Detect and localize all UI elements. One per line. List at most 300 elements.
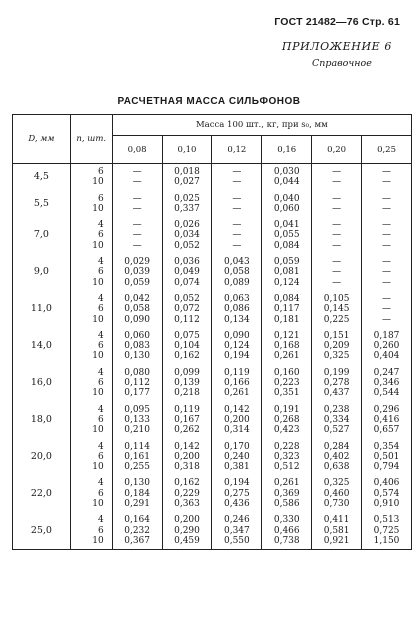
mass-value: 0,290 xyxy=(174,525,200,536)
mass-value: — xyxy=(332,203,342,214)
header-mass-group: Масса 100 шт., кг, при s₀, мм xyxy=(112,115,411,136)
diameter-value: 5,5 xyxy=(33,197,49,209)
count-value: 6 xyxy=(97,488,104,499)
count-value: 4 xyxy=(97,515,104,526)
mass-cell xyxy=(362,402,412,439)
mass-value: 0,314 xyxy=(223,425,250,436)
mass-cell xyxy=(162,475,212,512)
mass-value: 0,794 xyxy=(373,462,400,473)
mass-value: 0,406 xyxy=(373,478,400,489)
mass-value: 0,194 xyxy=(223,351,250,362)
header-thickness: 0,08 xyxy=(112,136,162,164)
header-thickness: 0,12 xyxy=(212,136,262,164)
table-title: РАСЧЕТНАЯ МАССА СИЛЬФОНОВ xyxy=(117,96,301,107)
table-row xyxy=(13,439,412,476)
mass-value: 0,369 xyxy=(273,488,300,499)
count-value: 4 xyxy=(97,330,104,341)
mass-value: 0,058 xyxy=(223,267,250,278)
mass-value: 0,416 xyxy=(373,414,400,425)
count-value: 6 xyxy=(97,341,104,352)
mass-value: 0,124 xyxy=(273,277,300,288)
mass-value: — xyxy=(232,177,242,188)
appendix-reference: Справочное xyxy=(312,58,372,69)
mass-value: — xyxy=(382,220,392,231)
mass-cell xyxy=(312,402,362,439)
mass-value: 0,059 xyxy=(273,257,300,268)
mass-cell xyxy=(312,475,362,512)
header-count: n, шт. xyxy=(70,115,112,164)
mass-cell xyxy=(362,164,412,191)
mass-cell xyxy=(262,512,312,549)
mass-value: 0,034 xyxy=(174,230,200,241)
count-cell xyxy=(70,328,112,365)
mass-value: 0,268 xyxy=(273,414,300,425)
mass-value: 0,043 xyxy=(223,257,250,268)
mass-value: — xyxy=(132,167,142,177)
count-value: 4 xyxy=(97,220,104,231)
table-row xyxy=(13,402,412,439)
mass-value: 0,402 xyxy=(323,451,350,462)
table-row xyxy=(13,328,412,365)
mass-value: 0,240 xyxy=(223,451,250,462)
mass-value: 0,181 xyxy=(273,314,300,325)
mass-cell xyxy=(112,328,162,365)
mass-value: 0,325 xyxy=(323,478,350,489)
mass-table xyxy=(12,114,412,550)
mass-value: 0,139 xyxy=(174,378,200,389)
mass-cell xyxy=(262,365,312,402)
mass-value: 0,229 xyxy=(174,488,200,499)
mass-cell xyxy=(362,475,412,512)
mass-value: 0,177 xyxy=(124,388,150,399)
mass-value: 0,191 xyxy=(273,404,300,415)
mass-value: — xyxy=(332,277,342,288)
diameter-value: 7,0 xyxy=(33,229,49,241)
mass-value: 0,730 xyxy=(323,499,350,510)
mass-cell xyxy=(162,328,212,365)
mass-value: 1,150 xyxy=(373,535,400,546)
count-cell xyxy=(70,512,112,549)
mass-cell xyxy=(162,191,212,218)
mass-value: 0,330 xyxy=(273,515,300,526)
mass-value: 0,347 xyxy=(223,525,250,536)
diameter-cell xyxy=(13,217,71,254)
mass-cell xyxy=(112,475,162,512)
mass-cell xyxy=(312,291,362,328)
mass-cell xyxy=(162,164,212,191)
mass-value: 0,200 xyxy=(223,414,250,425)
mass-value: 0,166 xyxy=(223,378,250,389)
count-cell xyxy=(70,191,112,218)
mass-value: 0,030 xyxy=(273,167,300,177)
mass-cell xyxy=(362,217,412,254)
mass-cell xyxy=(162,217,212,254)
mass-cell xyxy=(262,402,312,439)
diameter-cell xyxy=(13,328,71,365)
mass-value: 0,083 xyxy=(124,341,150,352)
mass-cell xyxy=(112,254,162,291)
mass-value: 0,247 xyxy=(373,367,400,378)
mass-cell xyxy=(362,191,412,218)
mass-cell xyxy=(362,254,412,291)
count-value: 10 xyxy=(92,314,104,325)
mass-value: 0,725 xyxy=(373,525,400,536)
mass-value: 0,296 xyxy=(373,404,400,415)
appendix-title: ПРИЛОЖЕНИЕ 6 xyxy=(281,40,392,53)
mass-value: — xyxy=(382,177,392,188)
mass-value: 0,170 xyxy=(223,441,250,452)
mass-value: 0,112 xyxy=(174,314,200,325)
diameter-value: 20,0 xyxy=(30,450,52,462)
mass-value: 0,164 xyxy=(124,515,150,526)
mass-cell xyxy=(112,402,162,439)
table-row xyxy=(13,254,412,291)
mass-cell xyxy=(362,291,412,328)
mass-value: 0,423 xyxy=(273,425,300,436)
mass-value: 0,161 xyxy=(124,451,150,462)
mass-cell xyxy=(262,191,312,218)
mass-value: 0,121 xyxy=(273,330,300,341)
mass-value: — xyxy=(232,240,242,251)
count-cell xyxy=(70,475,112,512)
mass-value: 0,261 xyxy=(273,351,300,362)
mass-value: 0,084 xyxy=(273,240,300,251)
mass-value: 0,351 xyxy=(273,388,300,399)
mass-value: 0,162 xyxy=(174,351,200,362)
mass-cell xyxy=(212,164,262,191)
mass-value: 0,318 xyxy=(174,462,200,473)
count-value: 10 xyxy=(92,388,104,399)
mass-value: 0,367 xyxy=(124,535,150,546)
diameter-value: 25,0 xyxy=(30,524,52,536)
mass-cell xyxy=(212,191,262,218)
mass-value: 0,586 xyxy=(273,499,300,510)
mass-value: 0,436 xyxy=(223,499,250,510)
mass-value: 0,325 xyxy=(323,351,350,362)
mass-value: — xyxy=(382,277,392,288)
mass-value: 0,200 xyxy=(174,451,200,462)
mass-value: 0,275 xyxy=(223,488,250,499)
mass-value: 0,228 xyxy=(273,441,300,452)
count-value: 6 xyxy=(97,378,104,389)
table-row xyxy=(13,365,412,402)
count-value: 10 xyxy=(92,535,104,546)
mass-value: 0,168 xyxy=(273,341,300,352)
mass-value: — xyxy=(232,220,242,231)
mass-value: — xyxy=(132,177,142,188)
mass-value: 0,080 xyxy=(124,367,150,378)
mass-value: 0,041 xyxy=(273,220,300,231)
mass-value: 0,223 xyxy=(273,378,300,389)
mass-value: 0,411 xyxy=(323,515,350,526)
diameter-value: 22,0 xyxy=(30,487,52,499)
mass-value: — xyxy=(132,240,142,251)
mass-value: — xyxy=(332,193,342,204)
diameter-cell xyxy=(13,254,71,291)
count-value: 6 xyxy=(97,304,104,315)
table-row xyxy=(13,475,412,512)
count-cell xyxy=(70,365,112,402)
mass-value: 0,052 xyxy=(174,240,200,251)
mass-value: 0,581 xyxy=(323,525,350,536)
mass-value: — xyxy=(382,257,392,268)
mass-value: 0,160 xyxy=(273,367,300,378)
count-value: 6 xyxy=(97,414,104,425)
mass-value: 0,133 xyxy=(124,414,150,425)
count-value: 6 xyxy=(97,267,104,278)
mass-value: 0,466 xyxy=(273,525,300,536)
mass-value: 0,072 xyxy=(174,304,200,315)
header-thickness: 0,16 xyxy=(262,136,312,164)
mass-value: 0,363 xyxy=(174,499,200,510)
mass-value: 0,119 xyxy=(174,404,200,415)
mass-value: 0,278 xyxy=(323,378,350,389)
mass-value: — xyxy=(382,267,392,278)
mass-cell xyxy=(262,164,312,191)
mass-value: — xyxy=(232,230,242,241)
mass-value: 0,040 xyxy=(273,193,300,204)
mass-value: — xyxy=(232,203,242,214)
mass-value: 0,130 xyxy=(124,478,150,489)
count-cell xyxy=(70,439,112,476)
mass-value: 0,200 xyxy=(174,515,200,526)
mass-value: — xyxy=(382,304,392,315)
mass-cell xyxy=(312,164,362,191)
mass-value: 0,527 xyxy=(323,425,350,436)
count-cell xyxy=(70,254,112,291)
mass-value: 0,099 xyxy=(174,367,200,378)
diameter-cell xyxy=(13,439,71,476)
count-value: 4 xyxy=(97,257,104,268)
mass-value: 0,232 xyxy=(124,525,150,536)
mass-cell xyxy=(212,291,262,328)
mass-value: 0,142 xyxy=(223,404,250,415)
mass-value: 0,184 xyxy=(124,488,150,499)
table-row xyxy=(13,191,412,218)
table-body xyxy=(13,164,412,550)
mass-value: 0,194 xyxy=(223,478,250,489)
diameter-value: 18,0 xyxy=(30,413,52,425)
mass-cell xyxy=(312,439,362,476)
diameter-value: 4,5 xyxy=(33,171,49,183)
diameter-cell xyxy=(13,191,71,218)
mass-value: 0,657 xyxy=(373,425,400,436)
mass-cell xyxy=(312,254,362,291)
mass-value: 0,738 xyxy=(273,535,300,546)
mass-cell xyxy=(162,512,212,549)
mass-value: 0,027 xyxy=(174,177,200,188)
mass-cell xyxy=(312,512,362,549)
mass-cell xyxy=(162,365,212,402)
mass-value: 0,323 xyxy=(273,451,300,462)
table-row xyxy=(13,512,412,549)
mass-value: — xyxy=(382,314,392,325)
mass-value: 0,513 xyxy=(373,515,400,526)
mass-value: 0,058 xyxy=(124,304,150,315)
count-cell xyxy=(70,217,112,254)
mass-value: 0,246 xyxy=(223,515,250,526)
mass-cell xyxy=(262,439,312,476)
table-row xyxy=(13,164,412,191)
count-value: 6 xyxy=(97,451,104,462)
mass-cell xyxy=(162,402,212,439)
mass-value: 0,337 xyxy=(174,203,200,214)
mass-value: 0,145 xyxy=(323,304,350,315)
mass-value: 0,114 xyxy=(124,441,150,452)
count-value: 4 xyxy=(97,293,104,304)
mass-value: 0,544 xyxy=(373,388,400,399)
mass-value: 0,459 xyxy=(174,535,200,546)
count-cell xyxy=(70,402,112,439)
table-row xyxy=(13,291,412,328)
table-row xyxy=(13,217,412,254)
mass-value: 0,574 xyxy=(373,488,400,499)
mass-value: 0,036 xyxy=(174,257,200,268)
mass-value: 0,063 xyxy=(223,293,250,304)
count-value: 10 xyxy=(92,240,104,251)
mass-cell xyxy=(312,365,362,402)
count-value: 6 xyxy=(97,167,104,177)
mass-cell xyxy=(212,217,262,254)
mass-value: 0,075 xyxy=(174,330,200,341)
mass-cell xyxy=(262,254,312,291)
mass-value: 0,262 xyxy=(174,425,200,436)
mass-cell xyxy=(362,512,412,549)
diameter-cell xyxy=(13,291,71,328)
mass-value: — xyxy=(382,240,392,251)
mass-value: — xyxy=(382,203,392,214)
count-cell xyxy=(70,291,112,328)
mass-value: 0,112 xyxy=(124,378,150,389)
mass-value: — xyxy=(232,167,242,177)
mass-cell xyxy=(262,328,312,365)
mass-value: 0,119 xyxy=(223,367,250,378)
count-value: 4 xyxy=(97,404,104,415)
mass-value: 0,104 xyxy=(174,341,200,352)
mass-value: — xyxy=(332,167,342,177)
count-value: 10 xyxy=(92,203,104,214)
mass-value: 0,117 xyxy=(273,304,300,315)
mass-value: 0,029 xyxy=(124,257,150,268)
mass-value: 0,218 xyxy=(174,388,200,399)
mass-cell xyxy=(212,254,262,291)
mass-value: 0,209 xyxy=(323,341,350,352)
mass-value: — xyxy=(332,220,342,231)
diameter-cell xyxy=(13,475,71,512)
mass-value: 0,060 xyxy=(124,330,150,341)
mass-value: 0,334 xyxy=(323,414,350,425)
mass-cell xyxy=(162,291,212,328)
mass-cell xyxy=(212,475,262,512)
mass-value: 0,039 xyxy=(124,267,150,278)
count-value: 6 xyxy=(97,525,104,536)
mass-cell xyxy=(212,402,262,439)
mass-value: 0,291 xyxy=(124,499,150,510)
mass-value: 0,167 xyxy=(174,414,200,425)
diameter-cell xyxy=(13,512,71,549)
mass-value: 0,404 xyxy=(373,351,400,362)
mass-value: 0,025 xyxy=(174,193,200,204)
mass-value: 0,044 xyxy=(273,177,300,188)
mass-cell xyxy=(112,191,162,218)
diameter-value: 9,0 xyxy=(33,266,49,278)
mass-value: 0,042 xyxy=(124,293,150,304)
mass-value: 0,501 xyxy=(373,451,400,462)
mass-value: 0,095 xyxy=(124,404,150,415)
mass-value: 0,550 xyxy=(223,535,250,546)
mass-cell xyxy=(212,439,262,476)
mass-value: — xyxy=(332,267,342,278)
mass-value: 0,354 xyxy=(373,441,400,452)
mass-value: 0,142 xyxy=(174,441,200,452)
mass-value: — xyxy=(132,230,142,241)
mass-cell xyxy=(162,439,212,476)
mass-value: 0,921 xyxy=(323,535,350,546)
diameter-value: 16,0 xyxy=(30,377,52,389)
mass-cell xyxy=(212,365,262,402)
mass-value: 0,089 xyxy=(223,277,250,288)
mass-value: — xyxy=(132,203,142,214)
mass-cell xyxy=(312,217,362,254)
mass-value: 0,049 xyxy=(174,267,200,278)
mass-value: 0,052 xyxy=(174,293,200,304)
mass-value: 0,260 xyxy=(373,341,400,352)
mass-value: 0,261 xyxy=(273,478,300,489)
mass-value: 0,074 xyxy=(174,277,200,288)
mass-value: — xyxy=(332,257,342,268)
mass-cell xyxy=(312,191,362,218)
mass-value: 0,090 xyxy=(223,330,250,341)
mass-cell xyxy=(362,365,412,402)
mass-value: 0,199 xyxy=(323,367,350,378)
mass-value: 0,084 xyxy=(273,293,300,304)
mass-cell xyxy=(312,328,362,365)
mass-cell xyxy=(262,475,312,512)
mass-value: 0,162 xyxy=(174,478,200,489)
mass-value: 0,346 xyxy=(373,378,400,389)
diameter-value: 11,0 xyxy=(30,303,52,315)
mass-cell xyxy=(112,365,162,402)
diameter-value: 14,0 xyxy=(30,340,52,352)
mass-value: 0,090 xyxy=(124,314,150,325)
mass-cell xyxy=(362,328,412,365)
mass-value: 0,060 xyxy=(273,203,300,214)
mass-value: 0,151 xyxy=(323,330,350,341)
count-value: 4 xyxy=(97,478,104,489)
mass-value: 0,381 xyxy=(223,462,250,473)
header-thickness: 0,25 xyxy=(362,136,412,164)
mass-value: 0,460 xyxy=(323,488,350,499)
mass-value: 0,284 xyxy=(323,441,350,452)
mass-value: 0,105 xyxy=(323,293,350,304)
mass-value: 0,512 xyxy=(273,462,300,473)
page-header: ГОСТ 21482—76 Стр. 61 xyxy=(274,16,400,28)
count-value: 10 xyxy=(92,425,104,436)
mass-value: — xyxy=(332,177,342,188)
mass-value: 0,187 xyxy=(373,330,400,341)
count-value: 4 xyxy=(97,441,104,452)
mass-value: 0,059 xyxy=(124,277,150,288)
mass-value: 0,238 xyxy=(323,404,350,415)
mass-value: 0,910 xyxy=(373,499,400,510)
mass-value: 0,055 xyxy=(273,230,300,241)
mass-cell xyxy=(212,512,262,549)
count-cell xyxy=(70,164,112,191)
mass-value: — xyxy=(332,240,342,251)
mass-cell xyxy=(112,164,162,191)
mass-cell xyxy=(112,217,162,254)
header-thickness: 0,20 xyxy=(312,136,362,164)
